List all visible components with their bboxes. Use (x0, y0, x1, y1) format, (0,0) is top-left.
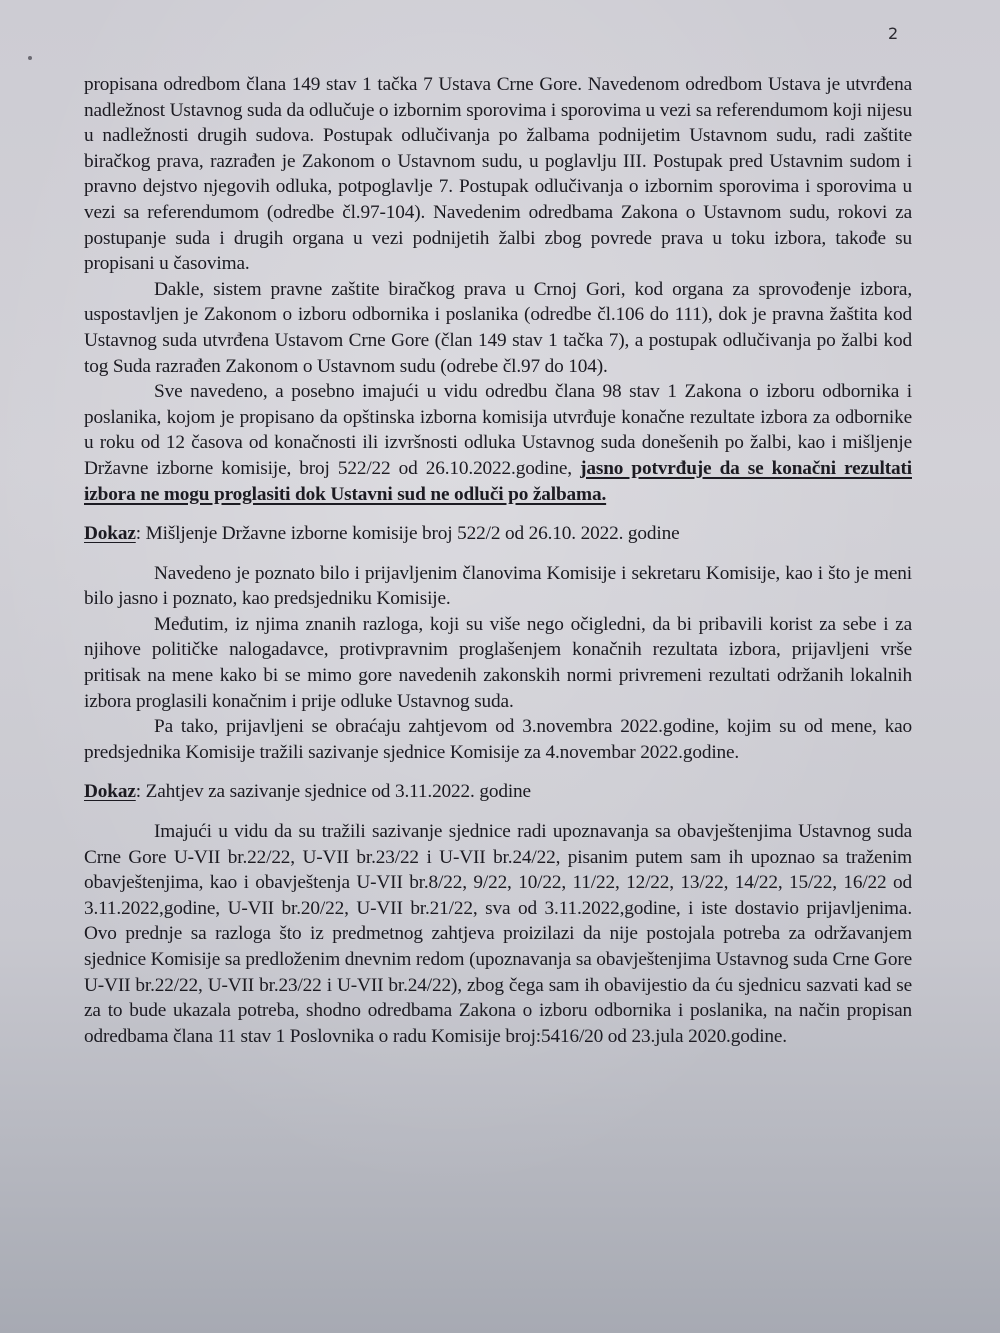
spacer (84, 805, 912, 819)
paragraph-article-98 (84, 379, 912, 507)
page-number: 2 (888, 24, 899, 43)
evidence-line-2 (84, 779, 912, 805)
spacer (84, 765, 912, 779)
paragraph-request: Pa tako, prijavljeni se obraćaju zahtjevom od 3.novembra 2022.godine, kojim su od mene, kao predsjednika Komisije tražili sazivanje sjednice Komisije za 4.novembar 2022.godine. (84, 716, 912, 763)
evidence-text: : Mišljenje Državne izborne komisije broj 522/2 od 26.10. 2022. godine (135, 523, 680, 545)
evidence-label: Dokaz (84, 781, 136, 803)
evidence-label: Dokaz (84, 523, 136, 545)
paragraph-known-to-members: Navedeno je poznato bilo i prijavljenim članovima Komisije i sekretaru Komisije, kao i što je meni bilo jasno i poznato, kao predsjedniku Komisije. (84, 562, 912, 610)
paragraph-legal-protection-system: Dakle, sistem pravne zaštite biračkog prava u Crnoj Gori, kod organa za sprovođenje izbora, uspostavljen je Zakonom o izboru odbornika i poslanika (odredbe čl.106 do 111), dok je pravna žaštita kod Ustavnog suda utvrđena Ustavom Crne Gore (član 149 stav 1 tačka 7), a postupak odlučivanja po žalbi kod tog Suda razrađen Zakonom o Ustavnom sudu (odrebe čl.97 do 104). (84, 278, 912, 377)
paragraph-article-98-text: Sve navedeno, a posebno imajući u vidu odredbu člana 98 stav 1 Zakona o izboru odbornika i poslanika, kojom je propisano da opštinska izborna komisija utvrđuje konačne rezultate izbora za odbornike u roku od 12 časova od konačnosti ili izvršnosti odluka Ustavnog suda donešenih po žalbi, kao i mišljenje Državne izborne komisije, broj 522/22 od 26.10.2022.godine, (84, 381, 912, 479)
paragraph-pressure: Međutim, iz njima znanih razloga, koji su više nego očigledni, da bi pribavili korist za sebe i za njihove političke nalogadavce, protivpravnim proglašenjem konačnih rezultata izbora, prijavljeni vrše pritisak na mene kako bi se mimo gore navedenih zakonskih normi privremeni rezultati održanih lokalnih izbora proglasili konačnim i prije odluke Ustavnog suda. (84, 613, 912, 712)
document-body (84, 72, 912, 1049)
evidence-text: : Zahtjev za sazivanje sjednice od 3.11.2022. godine (135, 781, 531, 803)
paragraph-constitutional-court-jurisdiction: propisana odredbom člana 149 stav 1 tačka 7 Ustava Crne Gore. Navedenom odredbom Ustava je utvrđena nadležnost Ustavnog suda da odlučuje o izbornim sporovima i sporovima u vezi sa referendumom koji nijesu u nadležnosti drugih sudova. Postupak odlučivanja po žalbama podnijetim Ustavnom sudu, radi zaštite biračkog prava, razrađen je Zakonom o Ustavnom sudu, u poglavlju III. Postupak pred Ustavnim sudom i pravno dejstvo njegovih odluka, potpoglavlje 7. Postupak odlučivanja o izbornim sporovima i sporovima u vezi sa referendumom (odredbe čl.97-104). Navedenim odredbama Zakona o Ustavnom sudu, rokovi za postupanje suda i drugih organa u vezi podnijetih žalbi zbog povrede prava u toku izbora, takođe su propisani u časovima. (84, 74, 912, 275)
paragraph-notifications: Imajući u vidu da su tražili sazivanje sjednice radi upoznavanja sa obavještenjima Ustavnog suda Crne Gore U-VII br.22/22, U-VII br.23/22 i U-VII br.24/22, pisanim putem sam ih upoznao sa traženim obavještenjima, kao i obavještenja U-VII br.8/22, 9/22, 10/22, 11/22, 12/22, 13/22, 14/22, 15/22, 16/22 od 3.11.2022,godine, U-VII br.20/22, U-VII br.21/22, sva od 3.11.2022,godine, i iste dostavio prijavljenima. Ovo prednje sa razloga što iz predmetnog zahtjeva proizilazi da nije postojala potreba za održavanjem sjednice Komisije sa predloženim dnevnim redom (upoznavanja sa obavještenjima Ustavnog suda Crne Gore U-VII br.22/22, U-VII br.23/22 i U-VII br.24/22), zbog čega sam ih obavijestio da ću sjednicu sazvati kad se za to bude ukazala potreba, shodno odredbama Zakona o izboru odbornika i poslanika, na način propisan odredbama člana 11 stav 1 Poslovnika o radu Komisije broj:5416/20 od 23.jula 2020.godine. (84, 821, 912, 1047)
spacer (84, 507, 912, 521)
spacer (84, 547, 912, 561)
evidence-line-1 (84, 521, 912, 547)
emphasized-conclusion: jasno potvrđuje da se konačni rezultati izbora ne mogu proglasiti dok Ustavni sud ne odluči po žalbama. (84, 457, 912, 505)
scan-speck (28, 56, 32, 60)
